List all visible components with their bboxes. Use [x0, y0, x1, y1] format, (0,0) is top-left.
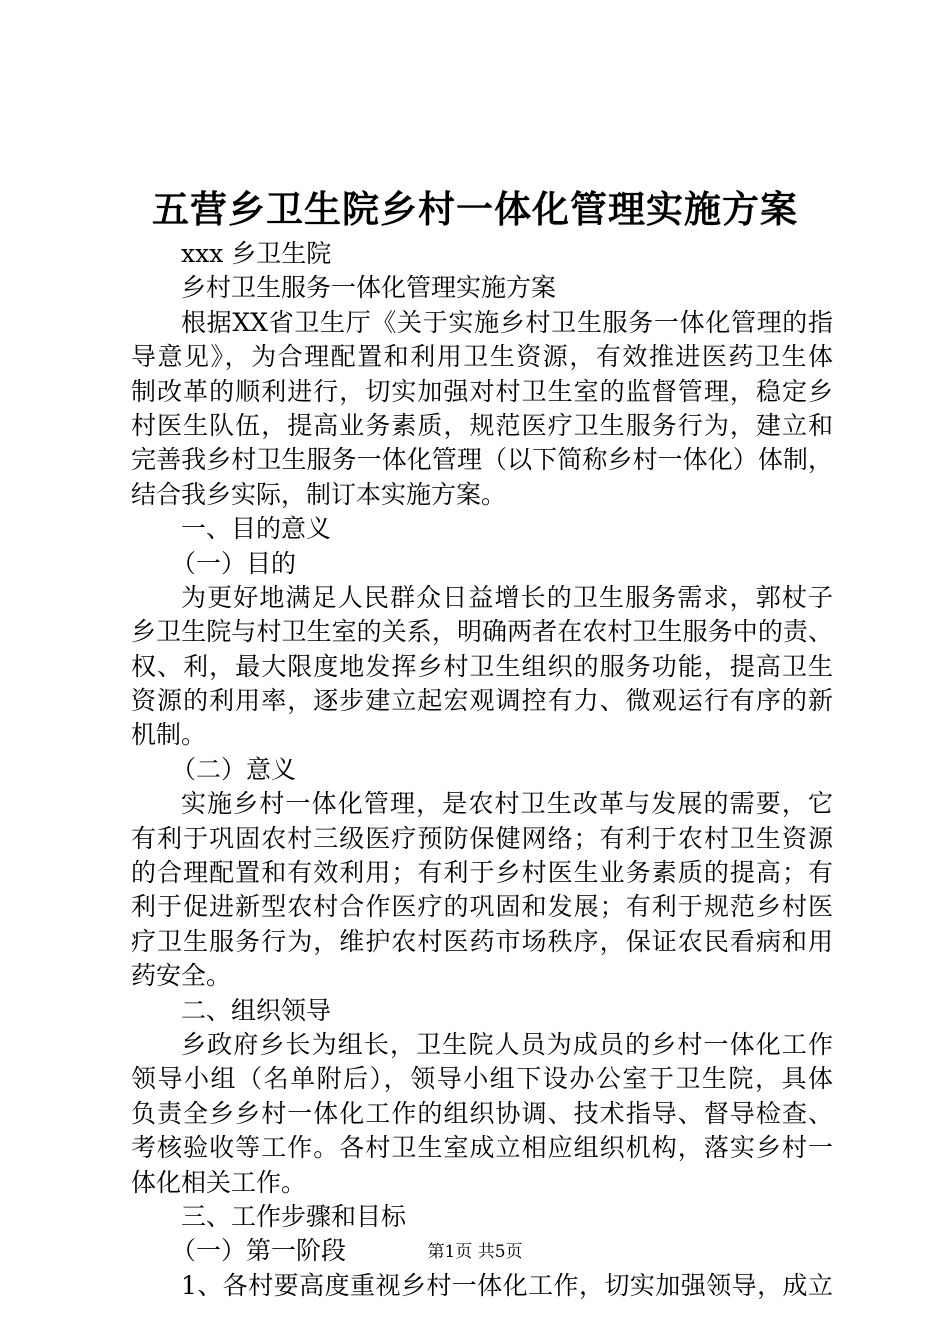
body-line: xxx 乡卫生院	[181, 239, 332, 268]
body-line: 利于促进新型农村合作医疗的巩固和发展；有利于规范乡村医	[131, 892, 833, 922]
body-line: 制改革的顺利进行，切实加强对村卫生室的监督管理，稳定乡	[131, 376, 833, 406]
body-line: 一、目的意义	[181, 514, 332, 544]
document-body	[131, 237, 833, 1303]
body-line: 1、各村要高度重视乡村一体化工作，切实加强领导，成立	[181, 1270, 833, 1300]
body-line: 乡政府乡长为组长，卫生院人员为成员的乡村一体化工作	[181, 1029, 833, 1059]
body-line: 结合我乡实际，制订本实施方案。	[131, 479, 507, 509]
body-line: 领导小组（名单附后），领导小组下设办公室于卫生院，具体	[131, 1064, 833, 1094]
body-line: 药安全。	[131, 961, 232, 991]
body-line: 乡卫生院与村卫生室的关系，明确两者在农村卫生服务中的责、	[131, 617, 833, 647]
body-line: 机制。	[131, 720, 207, 750]
body-line: 体化相关工作。	[131, 1167, 307, 1197]
body-line: 实施乡村一体化管理，是农村卫生改革与发展的需要，它	[181, 789, 833, 819]
body-line: 权、利，最大限度地发挥乡村卫生组织的服务功能，提高卫生	[131, 651, 833, 681]
body-line: 村医生队伍，提高业务素质，规范医疗卫生服务行为，建立和	[131, 410, 833, 440]
page-footer: 第1页 共5页	[427, 1242, 523, 1262]
body-line: （一）目的	[171, 548, 297, 578]
body-line: 资源的利用率，逐步建立起宏观调控有力、微观运行有序的新	[131, 686, 833, 716]
body-line: 疗卫生服务行为，维护农村医药市场秩序，保证农民看病和用	[131, 926, 833, 956]
body-line: 根据XX省卫生厅《关于实施乡村卫生服务一体化管理的指	[181, 307, 833, 337]
body-line: 为更好地满足人民群众日益增长的卫生服务需求，郭杖子	[181, 582, 833, 612]
body-line: 完善我乡村卫生服务一体化管理（以下简称乡村一体化）体制，	[131, 445, 833, 475]
body-line: 二、组织领导	[181, 995, 332, 1025]
body-line: 考核验收等工作。各村卫生室成立相应组织机构，落实乡村一	[131, 1133, 833, 1163]
body-line: 乡村卫生服务一体化管理实施方案	[181, 273, 557, 303]
body-line: 负责全乡乡村一体化工作的组织协调、技术指导、督导检查、	[131, 1098, 833, 1128]
document-title: 五营乡卫生院乡村一体化管理实施方案	[152, 187, 798, 231]
body-line: 的合理配置和有效利用；有利于乡村医生业务素质的提高；有	[131, 858, 833, 888]
body-line: 有利于巩固农村三级医疗预防保健网络；有利于农村卫生资源	[131, 823, 833, 853]
body-line: 导意见》，为合理配置和利用卫生资源，有效推进医药卫生体	[131, 342, 833, 372]
body-line: 三、工作步骤和目标	[181, 1201, 407, 1231]
body-line: （二）意义	[171, 754, 297, 784]
body-line: （一）第一阶段	[171, 1236, 347, 1266]
